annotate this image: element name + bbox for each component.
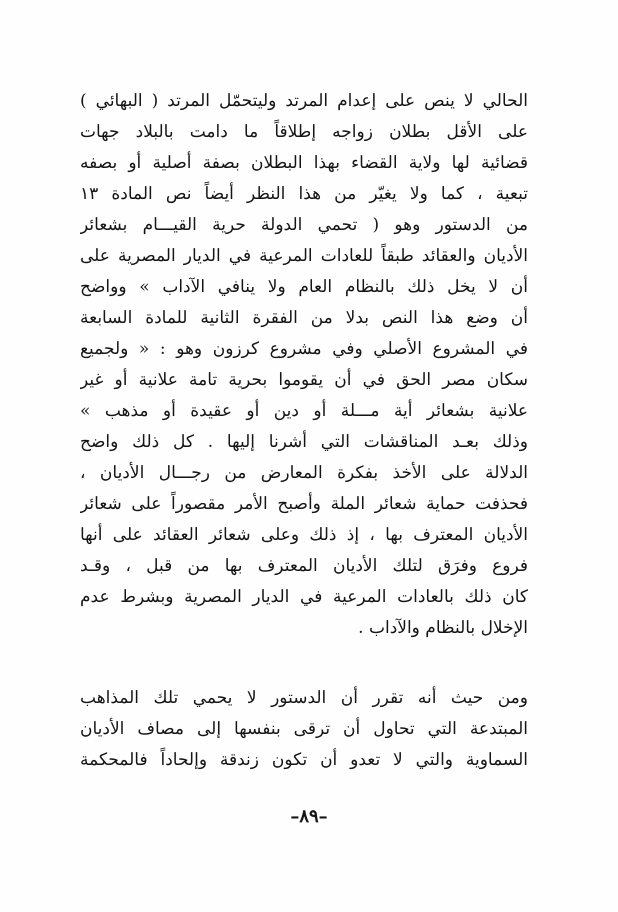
text-line: ومن حيث أنه تقرر أن الدستور لا يحمي تلك المذاهب — [80, 688, 528, 708]
text-line: فروع وفرَق لتلك الأديان المعترف بها من قبل ، وقـد — [80, 556, 528, 576]
text-line: سكان مصر الحق في أن يقوموا بحرية تامة علانية أو غير — [80, 370, 528, 390]
text-line: على الأقل بطلان زواجه إطلاقاً ما دامت بالبلاد جهات — [80, 122, 528, 142]
text-line: فحذفت حماية شعائر الملة وأصبح الأمر مقصوراً على شعائر — [80, 494, 528, 514]
text-line: الأديان المعترف بها ، إذ ذلك وعلى شعائر العقائد على أنها — [80, 525, 528, 545]
text-line: كان ذلك بالعادات المرعية في الديار المصرية وبشرط عدم — [80, 587, 528, 607]
text-line: الحالي لا ينص على إعدام المرتد وليتحمّل المرتد ( البهائي ) — [80, 91, 528, 111]
paragraph-1 — [80, 86, 528, 644]
text-line: الإخلال بالنظام والآداب . — [358, 618, 528, 638]
text-line: أن لا يخل ذلك بالنظام العام ولا ينافي الآداب » وواضح — [80, 277, 528, 297]
page-number: –٨٩– — [290, 806, 328, 827]
text-line: أن وضع هذا النص بدلا من الفقرة الثانية للمادة السابعة — [80, 308, 528, 328]
text-line: الدلالة على الأخذ بفكرة المعارض من رجـــال الأديان ، — [80, 463, 528, 483]
text-line: علانية بشعائر أية مـــلة أو دين أو عقيدة أو مذهب » — [80, 401, 528, 421]
text-line: في المشروع الأصلي وفي مشروع كرزون وهو : « ولجميع — [80, 339, 528, 359]
text-line: تبعية ، كما ولا يغيّر من هذا النظر أيضاً نص المادة ١٣ — [80, 184, 528, 204]
text-line: من الدستور وهو ( تحمي الدولة حرية القيـــام بشعائر — [80, 215, 528, 235]
text-line: قضائية لها ولاية القضاء بهذا البطلان بصفة أصلية أو بصفه — [80, 153, 528, 173]
text-line: الأديان والعقائد طبقاً للعادات المرعية في الديار المصرية على — [80, 246, 528, 266]
text-line: وذلك بعـد المناقشات التي أشرنا إليها . كل ذلك واضح — [80, 432, 528, 452]
text-line: المبتدعة التي تحاول أن ترقى بنفسها إلى مصاف الأديان — [80, 719, 528, 739]
paragraph-2 — [80, 683, 528, 776]
text-line: السماوية والتي لا تعدو أن تكون زندقة وإلحاداً فالمحكمة — [80, 750, 528, 770]
